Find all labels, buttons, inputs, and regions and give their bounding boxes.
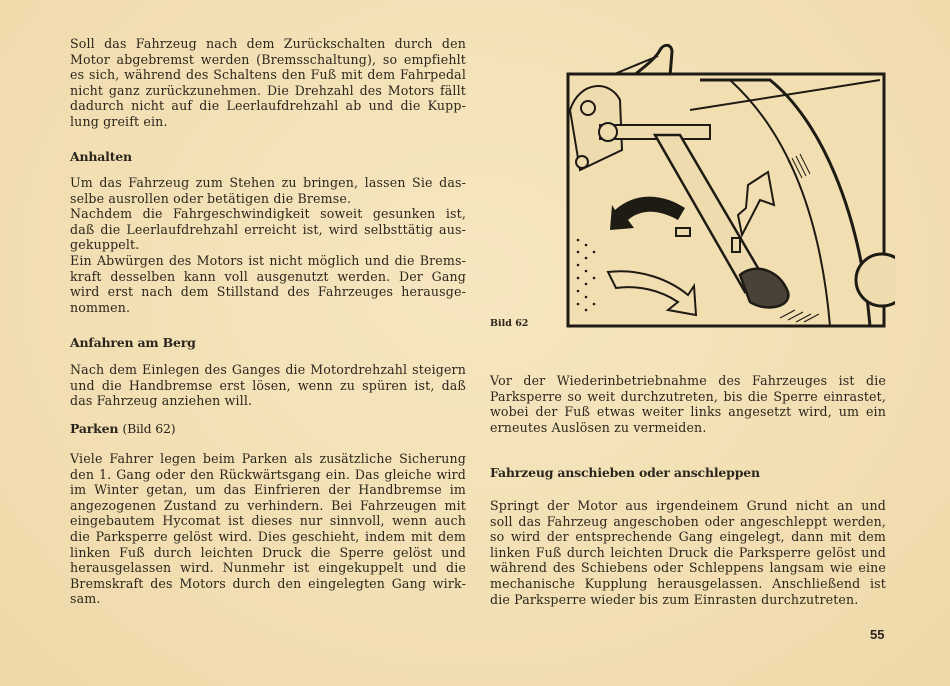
text-line: mechanische Kupplung herausgelassen. Anschließend ist (490, 575, 886, 591)
heading-parken-title: Parken (70, 421, 119, 436)
text-line: sam. (70, 591, 101, 607)
text-line: Motor abgebremst werden (Bremsschaltung), so empfiehlt (70, 51, 466, 67)
heading-anfahren-am-berg: Anfahren am Berg (70, 335, 196, 350)
text-line: nommen. (70, 299, 131, 315)
text-line: lung greift ein. (70, 113, 168, 129)
text-line: Parksperre so weit durchzutreten, bis die Sperre einrastet, (490, 388, 886, 404)
text-line: dadurch nicht auf die Leerlaufdrehzahl ab und die Kupp- (70, 98, 466, 114)
text-line: daß die Leerlaufdrehzahl erreicht ist, wird selbsttätig aus- (70, 221, 466, 237)
text-line: Ein Abwürgen des Motors ist nicht möglich und die Brems- (70, 252, 466, 268)
text-line: das Fahrzeug anziehen will. (70, 393, 253, 409)
text-line: im Winter getan, um das Einfrieren der Handbremse im (70, 482, 466, 498)
text-line: Nachdem die Fahrgeschwindigkeit soweit gesunken ist, (70, 206, 466, 222)
parken-paragraph (70, 451, 466, 607)
heading-anhalten: Anhalten (70, 149, 132, 164)
text-line: den 1. Gang oder den Rückwärtsgang ein. Das gleiche wird (70, 466, 466, 482)
figure-reference: (Bild 62) (122, 421, 176, 436)
text-line: soll das Fahrzeug angeschoben oder angeschleppt werden, (490, 513, 886, 529)
intro-paragraph (70, 36, 466, 130)
text-line: Nach dem Einlegen des Ganges die Motordrehzahl steigern (70, 362, 466, 377)
text-line: eingebautem Hycomat ist dieses nur sinnvoll, wenn auch (70, 513, 466, 529)
text-line: selbe ausrollen oder betätigen die Bremse. (70, 190, 352, 206)
text-line: es sich, während des Schaltens den Fuß mit dem Fahrpedal (70, 67, 466, 83)
text-line: die Parksperre wieder bis zum Einrasten durchzutreten. (490, 591, 859, 607)
anschieben-paragraph (490, 498, 886, 607)
text-line: erneutes Auslösen zu vermeiden. (490, 419, 707, 435)
anfahren-paragraph (70, 362, 466, 409)
figure-pedal-illustration (560, 40, 895, 332)
text-line: und die Handbremse erst lösen, wenn zu spüren ist, daß (70, 377, 466, 393)
text-line: herausgelassen wird. Nunmehr ist eingekuppelt und die (70, 560, 466, 576)
text-line: wird erst nach dem Stillstand des Fahrzeuges herausge- (70, 284, 466, 300)
wiederinbetriebnahme-paragraph (490, 373, 886, 435)
text-line: linken Fuß durch leichten Druck die Sperre gelöst und (70, 544, 466, 560)
figure-caption: Bild 62 (490, 318, 529, 329)
text-line: angezogenen Zustand zu verhindern. Bei Fahrzeugen mit (70, 497, 466, 513)
text-line: kraft desselben kann voll ausgenutzt werden. Der Gang (70, 268, 466, 284)
text-line: Bremskraft des Motors durch den eingelegten Gang wirk- (70, 575, 466, 591)
text-line: linken Fuß durch leichten Druck die Parksperre gelöst und (490, 544, 886, 560)
text-line: so wird der entsprechende Gang eingelegt, dann mit dem (490, 529, 886, 545)
text-line: Vor der Wiederinbetriebnahme des Fahrzeuges ist die (490, 373, 886, 388)
text-line: während des Schiebens oder Schleppens langsam wie eine (490, 560, 886, 576)
text-line: wobei der Fuß etwas weiter links angesetzt wird, um ein (490, 404, 886, 420)
text-line: Um das Fahrzeug zum Stehen zu bringen, lassen Sie das- (70, 175, 466, 190)
page-number: 55 (870, 627, 885, 642)
heading-parken (70, 421, 175, 436)
text-line: gekuppelt. (70, 237, 140, 253)
heading-anschieben: Fahrzeug anschieben oder anschleppen (490, 465, 760, 480)
text-line: nicht ganz zurückzunehmen. Die Drehzahl des Motors fällt (70, 82, 466, 98)
text-line: Soll das Fahrzeug nach dem Zurückschalten durch den (70, 36, 466, 51)
text-line: die Parksperre gelöst wird. Dies geschieht, indem mit dem (70, 528, 466, 544)
text-line: Springt der Motor aus irgendeinem Grund nicht an und (490, 498, 886, 513)
anhalten-paragraph (70, 175, 466, 315)
text-line: Viele Fahrer legen beim Parken als zusätzliche Sicherung (70, 451, 466, 466)
